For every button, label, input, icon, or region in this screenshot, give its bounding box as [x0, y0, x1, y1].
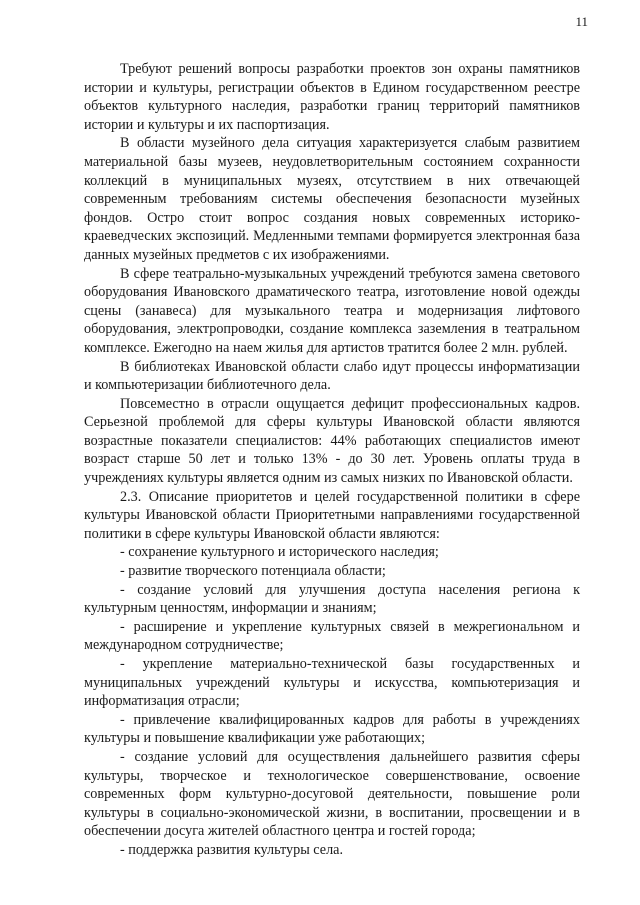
- list-item: - укрепление материально-технической базы государственных и муниципальных учреждений культуры и искусства, компьютеризация и информатизация отрасли;: [84, 656, 580, 710]
- list-item: - привлечение квалифицированных кадров для работы в учреждениях культуры и повышение квалификации уже работающих;: [84, 711, 580, 747]
- paragraph-theatres: В сфере театрально-музыкальных учреждений требуются замена светового оборудования Ивановского драматического театра, изготовление новой одежды сцены (занавеса) для музыкального театра и модернизация лифтового оборудования, электропроводки, создание комплекса заземления в театральном комплексе. Ежегодно на наем жилья для артистов тратится более 2 млн. рублей.: [84, 265, 580, 356]
- page-number: 11: [575, 14, 588, 29]
- paragraph-museums: В области музейного дела ситуация характеризуется слабым развитием материальной базы музеев, неудовлетворительным состоянием сохранности коллекций в муниципальных музеях, отсутствием в них отвечающей современным требованиям системы обеспечения безопасности музейных фондов. Остро стоит вопрос создания новых современных историко-краеведческих экспозиций. Медленными темпами формируется электронная база данных музейных предметов с их изображениями.: [84, 135, 580, 263]
- list-item: - сохранение культурного и исторического наследия;: [120, 544, 439, 561]
- paragraph-staff: Повсеместно в отрасли ощущается дефицит профессиональных кадров. Серьезной проблемой для сферы культуры Ивановской области являются возрастные показатели специалистов: 44% работающих специалистов имеют возраст старше 50 лет и только 13% - до 30 лет. Уровень оплаты труда в учреждениях культуры является одним из самых низких по Ивановской области.: [84, 395, 580, 487]
- section-heading-priorities: 2.3. Описание приоритетов и целей государственной политики в сфере культуры Ивановской области Приоритетными направлениями государственной политики в сфере культуры Ивановской области являются:: [84, 488, 580, 542]
- document-body: [84, 60, 580, 860]
- list-item: - создание условий для улучшения доступа населения региона к культурным ценностям, информации и знаниям;: [84, 581, 580, 617]
- list-item: - расширение и укрепление культурных связей в межрегиональном и международном сотрудничестве;: [84, 618, 580, 654]
- list-item: - поддержка развития культуры села.: [120, 841, 343, 858]
- list-item: - развитие творческого потенциала области;: [120, 563, 386, 580]
- paragraph-monuments: Требуют решений вопросы разработки проектов зон охраны памятников истории и культуры, регистрации объектов в Едином государственном реестре объектов культурного наследия, разработки границ территорий памятников истории и культуры и их паспортизация.: [84, 61, 580, 133]
- paragraph-libraries: В библиотеках Ивановской области слабо идут процессы информатизации и компьютеризации библиотечного дела.: [84, 358, 580, 394]
- priorities-list: [84, 543, 580, 859]
- list-item: - создание условий для осуществления дальнейшего развития сферы культуры, творческое и технологическое совершенствование, освоение современных форм культурно-досуговой деятельности, повышение роли культуры в социально-экономической жизни, в воспитании, просвещении и в обеспечении досуга жителей областного центра и гостей города;: [84, 748, 580, 840]
